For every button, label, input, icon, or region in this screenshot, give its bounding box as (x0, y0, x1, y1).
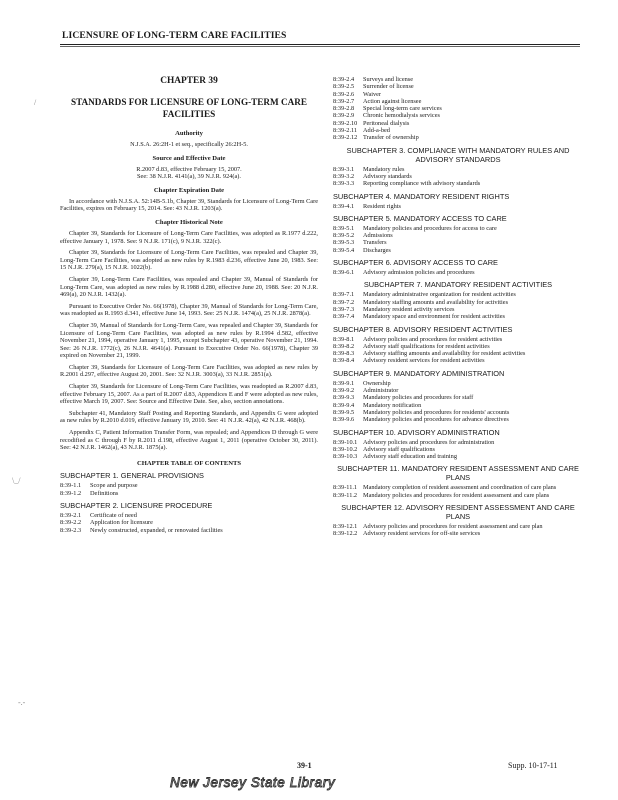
subchapter-heading: SUBCHAPTER 3. COMPLIANCE WITH MANDATORY RULES AND ADVISORY STANDARDS (346, 145, 570, 164)
section-title: Reporting compliance with advisory standards (363, 180, 481, 188)
toc-entry (333, 492, 583, 499)
section-number: 8:39-11.2 (333, 491, 358, 499)
section-title: Discharges (363, 246, 391, 254)
toc-entry (333, 409, 583, 416)
section-title: Action against licensee (363, 97, 422, 105)
section-number: 8:39-2.2 (60, 519, 82, 527)
toc-entry (333, 523, 583, 530)
subchapter-heading: SUBCHAPTER 4. MANDATORY RESIDENT RIGHTS (333, 191, 510, 201)
header-rule-thin (60, 46, 580, 47)
toc-entry (333, 387, 583, 394)
history-paragraph: Subchapter 41, Mandatory Staff Posting and Reporting Standards, and Appendix G were adopted as new rules by R.2010 d.019, effective January 19, 2010. See: 41 N.J.R. 42(a), 42 N.J.R. 468(b). (60, 409, 318, 425)
source-heading: Source and Effective Date (152, 154, 226, 162)
section-title: Transfers (363, 239, 387, 247)
section-number: 8:39-7.1 (333, 291, 355, 299)
section-title: Mandatory policies and procedures for access to care (363, 224, 497, 232)
toc-entry (333, 439, 583, 446)
section-number: 8:39-2.4 (333, 76, 355, 83)
section-title: Mandatory policies and procedures for resident assessment and care plans (363, 491, 550, 499)
section-number: 8:39-10.3 (333, 453, 358, 461)
section-title: Advisory staffing amounts and availability for resident activities (363, 350, 526, 358)
section-number: 8:39-2.7 (333, 97, 355, 105)
section-number: 8:39-10.2 (333, 445, 358, 453)
toc-entry (333, 380, 583, 387)
toc-entry (333, 453, 583, 460)
toc-entry (333, 299, 583, 306)
section-title: Add-a-bed (363, 127, 390, 135)
section-title: Advisory admission policies and procedures (363, 269, 475, 277)
section-number: 8:39-6.1 (333, 269, 355, 277)
section-number: 8:39-9.3 (333, 394, 355, 402)
section-title: Waiver (363, 90, 382, 98)
history-paragraph: Chapter 39, Standards for Licensure of Long-Term Care Facilities, was adopted as new rules by R.2001 d.297, effective August 20, 2001. See: 32 N.J.R. 3003(a), 33 N.J.R. 2851(a). (60, 363, 318, 379)
section-number: 8:39-5.1 (333, 224, 355, 232)
section-number: 8:39-2.9 (333, 112, 355, 120)
section-title: Administrator (363, 387, 399, 395)
scan-mark: / (34, 98, 37, 107)
toc-entry (333, 127, 583, 134)
section-number: 8:39-8.1 (333, 335, 355, 343)
section-number: 8:39-3.1 (333, 165, 355, 173)
subchapter-heading: SUBCHAPTER 6. ADVISORY ACCESS TO CARE (333, 258, 498, 268)
section-number: 8:39-8.3 (333, 350, 355, 358)
toc-entry (60, 482, 318, 489)
section-title: Resident rights (363, 202, 401, 210)
toc-entry (60, 519, 318, 526)
toc-entry (333, 291, 583, 298)
page-number: 39-1 (297, 761, 312, 770)
section-title: Newly constructed, expanded, or renovated facilities (90, 526, 223, 534)
history-paragraph: Chapter 39, Standards for Licensure of Long-Term Care Facilities, was repealed and Chapter 39, Long-Term Care Facilities, was adopted as new rules by R.1983 d.236, effective June 20, 1983. See: 15 N.J.R. 279(a), 15 N.J.R. 1022(b). (60, 249, 318, 272)
section-title: Scope and purpose (90, 482, 138, 490)
section-number: 8:39-5.4 (333, 246, 355, 254)
section-title: Peritoneal dialysis (363, 119, 410, 127)
chapter-title: STANDARDS FOR LICENSURE OF LONG-TERM CARE FACILITIES (70, 97, 308, 119)
section-title: Mandatory resident activity services (363, 305, 455, 313)
history-paragraph: Chapter 39, Standards for Licensure of Long-Term Care Facilities, was readopted as R.2007 d.83, effective February 15, 2007. As a part of R.2007 d.83, Appendices E and F were adopted as new rules, effective March 19, 2007. See: Source and Effective Date. See, also, section annotations. (60, 383, 318, 406)
source-line-2: See: 38 N.J.R. 4141(a), 39 N.J.R. 924(a). (137, 173, 241, 181)
toc-entry (333, 105, 583, 112)
toc-entry (333, 336, 583, 343)
section-title: Advisory staff education and training (363, 453, 457, 461)
toc-entry (333, 313, 583, 320)
section-number: 8:39-2.12 (333, 134, 358, 142)
toc-entry (333, 394, 583, 401)
section-number: 8:39-1.1 (60, 482, 82, 490)
section-number: 8:39-2.3 (60, 526, 82, 534)
section-number: 8:39-5.3 (333, 239, 355, 247)
scan-mark: -.- (18, 698, 26, 707)
toc-entry (333, 166, 583, 173)
toc-entry (333, 203, 583, 210)
section-number: 8:39-5.2 (333, 232, 355, 240)
section-title: Transfer of ownership (363, 134, 419, 142)
section-title: Mandatory policies and procedures for staff (363, 394, 474, 402)
toc-right (333, 146, 583, 538)
toc-entry (333, 173, 583, 180)
toc-heading: CHAPTER TABLE OF CONTENTS (136, 459, 242, 467)
toc-entry (333, 134, 583, 141)
section-title: Chronic hemodialysis services (363, 112, 440, 120)
left-column (60, 76, 318, 534)
section-title: Advisory resident services for off-site services (363, 530, 481, 538)
section-title: Advisory standards (363, 172, 412, 180)
section-title: Advisory policies and procedures for administration (363, 438, 495, 446)
section-number: 8:39-10.1 (333, 438, 358, 446)
section-number: 8:39-9.2 (333, 387, 355, 395)
section-number: 8:39-3.2 (333, 172, 355, 180)
section-title: Advisory resident services for resident activities (363, 357, 485, 365)
history-paragraph: Chapter 39, Standards for Licensure of Long-Term Care Facilities, was adopted as R.1977 d.222, effective January 1, 1978. See: 9 N.J.R. 171(c), 9 N.J.R. 322(c). (60, 229, 318, 245)
subchapter-heading: SUBCHAPTER 2. LICENSURE PROCEDURE (60, 501, 213, 510)
toc-entry (333, 446, 583, 453)
running-head: LICENSURE OF LONG-TERM CARE FACILITIES (62, 30, 287, 41)
toc-entry (333, 402, 583, 409)
toc-entry (333, 530, 583, 537)
toc-entry (333, 247, 583, 254)
section-title: Advisory policies and procedures for resident assessment and care plan (363, 522, 543, 530)
subchapter-heading: SUBCHAPTER 8. ADVISORY RESIDENT ACTIVITIES (333, 324, 513, 334)
right-column (333, 76, 583, 538)
header-rule (60, 44, 580, 45)
section-number: 8:39-2.1 (60, 512, 82, 519)
section-number: 8:39-3.3 (333, 180, 355, 188)
subchapter-heading: SUBCHAPTER 7. MANDATORY RESIDENT ACTIVITIES (363, 280, 553, 290)
section-title: Surveys and license (363, 76, 414, 83)
toc-entry (333, 98, 583, 105)
toc-entry (333, 343, 583, 350)
section-number: 8:39-9.5 (333, 408, 355, 416)
section-number: 8:39-8.2 (333, 342, 355, 350)
history-paragraph: Chapter 39, Manual of Standards for Long-Term Care, was repealed and Chapter 39, Standards for Licensure of Long-Term Care Facilities, was adopted as new rules by R.1994 d.582, effective November 21, 1994, operative January 1, 1995, except Subchapter 43, operative November 21, 1994. See: 26 N.J.R. 1772(c), 26 N.J.R. 4641(a). Pursuant to Executive Order No. 66(1978), Chapter 39 expired on November 21, 1999. (60, 321, 318, 360)
section-number: 8:39-2.5 (333, 83, 355, 91)
toc-entry (60, 490, 318, 497)
toc-entry (333, 416, 583, 423)
section-number: 8:39-1.2 (60, 489, 82, 497)
section-number: 8:39-4.1 (333, 202, 355, 210)
section-number: 8:39-2.10 (333, 119, 358, 127)
section-number: 8:39-7.3 (333, 305, 355, 313)
subchapter-heading: SUBCHAPTER 9. MANDATORY ADMINISTRATION (333, 368, 505, 378)
section-number: 8:39-11.1 (333, 484, 358, 492)
expiration-heading: Chapter Expiration Date (153, 186, 225, 194)
section-title: Mandatory staffing amounts and availability for activities (363, 298, 509, 306)
section-title: Ownership (363, 379, 391, 387)
toc-entry (60, 512, 318, 519)
section-number: 8:39-9.6 (333, 416, 355, 424)
toc-entry (333, 180, 583, 187)
section-number: 8:39-7.2 (333, 298, 355, 306)
history-paragraph: Pursuant to Executive Order No. 66(1978), Chapter 39, Manual of Standards for Long-Term Care, was readopted as R.1993 d.341, effective June 14, 1993. See: 25 N.J.R. 1474(a), 25 N.J.R. 2878(a). (60, 302, 318, 318)
section-number: 8:39-8.4 (333, 357, 355, 365)
library-watermark: New Jersey State Library (170, 775, 336, 790)
section-title: Special long-term care services (363, 105, 442, 113)
history-paragraph: Chapter 39, Long-Term Care Facilities, was repealed and Chapter 39, Manual of Standards for Long-Term Care, was adopted as new rules by R.1988 d.280, effective June 20, 1988. See: 20 N.J.R. 469(a), 20 N.J.R. 1432(a). (60, 275, 318, 299)
toc-entry (333, 484, 583, 491)
section-title: Advisory policies and procedures for resident activities (363, 335, 503, 343)
supplement-date: Supp. 10-17-11 (508, 761, 558, 770)
scan-mark: \_/ (12, 476, 21, 485)
section-title: Mandatory notification (363, 401, 422, 409)
toc-right-lead (333, 76, 583, 142)
section-number: 8:39-2.11 (333, 127, 358, 135)
toc-entry (333, 357, 583, 364)
section-title: Advisory staff qualifications for resident activities (363, 342, 490, 350)
section-number: 8:39-12.2 (333, 530, 358, 538)
section-title: Mandatory space and environment for resident activities (363, 313, 505, 321)
subchapter-heading: SUBCHAPTER 5. MANDATORY ACCESS TO CARE (333, 213, 507, 223)
subchapter-heading: SUBCHAPTER 1. GENERAL PROVISIONS (60, 471, 204, 481)
section-title: Application for licensure (90, 519, 153, 527)
toc-entry (333, 306, 583, 313)
toc-entry (333, 112, 583, 119)
history-heading: Chapter Historical Note (155, 218, 223, 226)
toc-entry (333, 350, 583, 357)
toc-entry (333, 83, 583, 90)
section-title: Mandatory policies and procedures for advance directives (363, 416, 509, 424)
section-number: 8:39-9.4 (333, 401, 355, 409)
authority-heading: Authority (175, 130, 203, 137)
subchapter-heading: SUBCHAPTER 11. MANDATORY RESIDENT ASSESSMENT AND CARE PLANS (337, 464, 579, 483)
toc-entry (333, 269, 583, 276)
toc-entry (333, 76, 583, 83)
section-title: Admissions (363, 232, 393, 240)
section-number: 8:39-2.8 (333, 105, 355, 113)
section-title: Mandatory completion of resident assessment and coordination of care plans (363, 484, 557, 492)
authority-text: N.J.S.A. 26:2H-1 et seq., specifically 26:2H-5. (130, 141, 248, 148)
section-title: Definitions (90, 489, 119, 497)
section-title: Mandatory policies and procedures for residents' accounts (363, 408, 510, 416)
toc-entry (333, 239, 583, 246)
subchapter-heading: SUBCHAPTER 12. ADVISORY RESIDENT ASSESSMENT AND CARE PLANS (341, 502, 575, 521)
section-title: Surrender of license (363, 83, 414, 91)
section-title: Certificate of need (90, 512, 137, 519)
subchapter-heading: SUBCHAPTER 10. ADVISORY ADMINISTRATION (333, 427, 500, 437)
section-title: Mandatory rules (363, 165, 405, 173)
history-paragraph: Appendix C, Patient Information Transfer Form, was repealed; and Appendices D through G were recodified as C through F by R.2011 d.198, effective August 1, 2011 (operative October 30, 2011). See: 42 N.J.R. 1462(a), 43 N.J.R. 1875(a). (60, 429, 318, 452)
chapter-number: CHAPTER 39 (160, 76, 218, 86)
section-title: Advisory staff qualifications (363, 445, 435, 453)
toc-entry (333, 225, 583, 232)
history-paragraphs (60, 230, 318, 452)
source-line-1: R.2007 d.83, effective February 15, 2007. (136, 165, 242, 173)
toc-left (60, 471, 318, 533)
toc-entry (333, 91, 583, 98)
toc-entry (60, 527, 318, 534)
section-number: 8:39-2.6 (333, 90, 355, 98)
section-number: 8:39-12.1 (333, 522, 358, 530)
section-number: 8:39-9.1 (333, 379, 355, 387)
toc-entry (333, 120, 583, 127)
section-number: 8:39-7.4 (333, 313, 355, 321)
expiration-text: In accordance with N.J.S.A. 52:14B-5.1b, Chapter 39, Standards for Licensure of Long-Term Care Facilities, expires on February 15, 2014. See: 43 N.J.R. 1203(a). (60, 197, 318, 213)
section-title: Mandatory administrative organization for resident activities (363, 291, 516, 299)
toc-entry (333, 232, 583, 239)
